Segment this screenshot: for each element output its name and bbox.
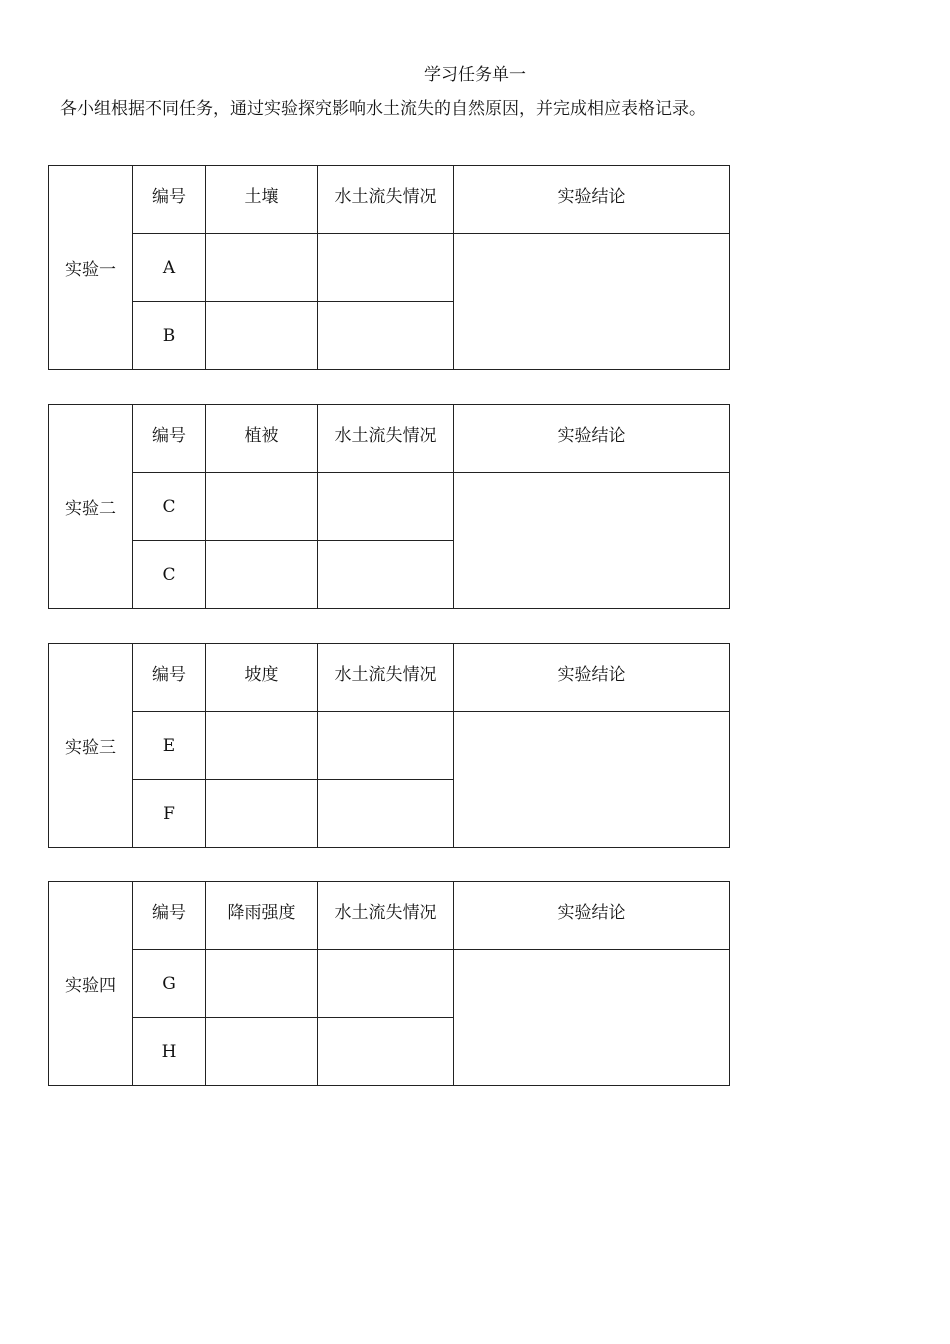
factor-cell[interactable]	[206, 780, 318, 848]
experiment-label: 实验三	[49, 644, 133, 848]
experiment-label: 实验四	[49, 882, 133, 1086]
factor-cell[interactable]	[206, 541, 318, 609]
soil-loss-cell[interactable]	[318, 712, 454, 780]
table-header-row	[49, 882, 730, 950]
experiment-table-2	[48, 404, 730, 609]
sample-code: C	[133, 541, 206, 609]
header-factor: 土壤	[206, 166, 318, 234]
sample-code: E	[133, 712, 206, 780]
table-row	[49, 473, 730, 541]
header-factor: 植被	[206, 405, 318, 473]
experiment-label: 实验二	[49, 405, 133, 609]
table-header-row	[49, 166, 730, 234]
header-number: 编号	[133, 166, 206, 234]
header-number: 编号	[133, 405, 206, 473]
factor-cell[interactable]	[206, 473, 318, 541]
conclusion-cell[interactable]	[454, 712, 730, 848]
conclusion-cell[interactable]	[454, 950, 730, 1086]
header-soil-loss: 水土流失情况	[318, 882, 454, 950]
factor-cell[interactable]	[206, 950, 318, 1018]
conclusion-cell[interactable]	[454, 234, 730, 370]
header-conclusion: 实验结论	[454, 644, 730, 712]
factor-cell[interactable]	[206, 302, 318, 370]
sample-code: B	[133, 302, 206, 370]
factor-cell[interactable]	[206, 712, 318, 780]
page-title: 学习任务单一	[424, 65, 526, 85]
header-conclusion: 实验结论	[454, 166, 730, 234]
soil-loss-cell[interactable]	[318, 473, 454, 541]
header-soil-loss: 水土流失情况	[318, 405, 454, 473]
experiment-table-4	[48, 881, 730, 1086]
header-soil-loss: 水土流失情况	[318, 166, 454, 234]
header-factor: 坡度	[206, 644, 318, 712]
soil-loss-cell[interactable]	[318, 780, 454, 848]
header-soil-loss: 水土流失情况	[318, 644, 454, 712]
conclusion-cell[interactable]	[454, 473, 730, 609]
table-row	[49, 950, 730, 1018]
experiment-table-1	[48, 165, 730, 370]
sample-code: G	[133, 950, 206, 1018]
factor-cell[interactable]	[206, 234, 318, 302]
table-row	[49, 712, 730, 780]
task-instructions: 各小组根据不同任务，通过实验探究影响水土流失的自然原因，并完成相应表格记录。	[60, 99, 706, 119]
sample-code: H	[133, 1018, 206, 1086]
header-conclusion: 实验结论	[454, 405, 730, 473]
sample-code: F	[133, 780, 206, 848]
header-factor: 降雨强度	[206, 882, 318, 950]
sample-code: C	[133, 473, 206, 541]
table-header-row	[49, 644, 730, 712]
soil-loss-cell[interactable]	[318, 950, 454, 1018]
soil-loss-cell[interactable]	[318, 541, 454, 609]
header-conclusion: 实验结论	[454, 882, 730, 950]
soil-loss-cell[interactable]	[318, 302, 454, 370]
header-number: 编号	[133, 644, 206, 712]
experiment-table-3	[48, 643, 730, 848]
table-header-row	[49, 405, 730, 473]
header-number: 编号	[133, 882, 206, 950]
experiment-label: 实验一	[49, 166, 133, 370]
factor-cell[interactable]	[206, 1018, 318, 1086]
sample-code: A	[133, 234, 206, 302]
soil-loss-cell[interactable]	[318, 234, 454, 302]
table-row	[49, 234, 730, 302]
soil-loss-cell[interactable]	[318, 1018, 454, 1086]
